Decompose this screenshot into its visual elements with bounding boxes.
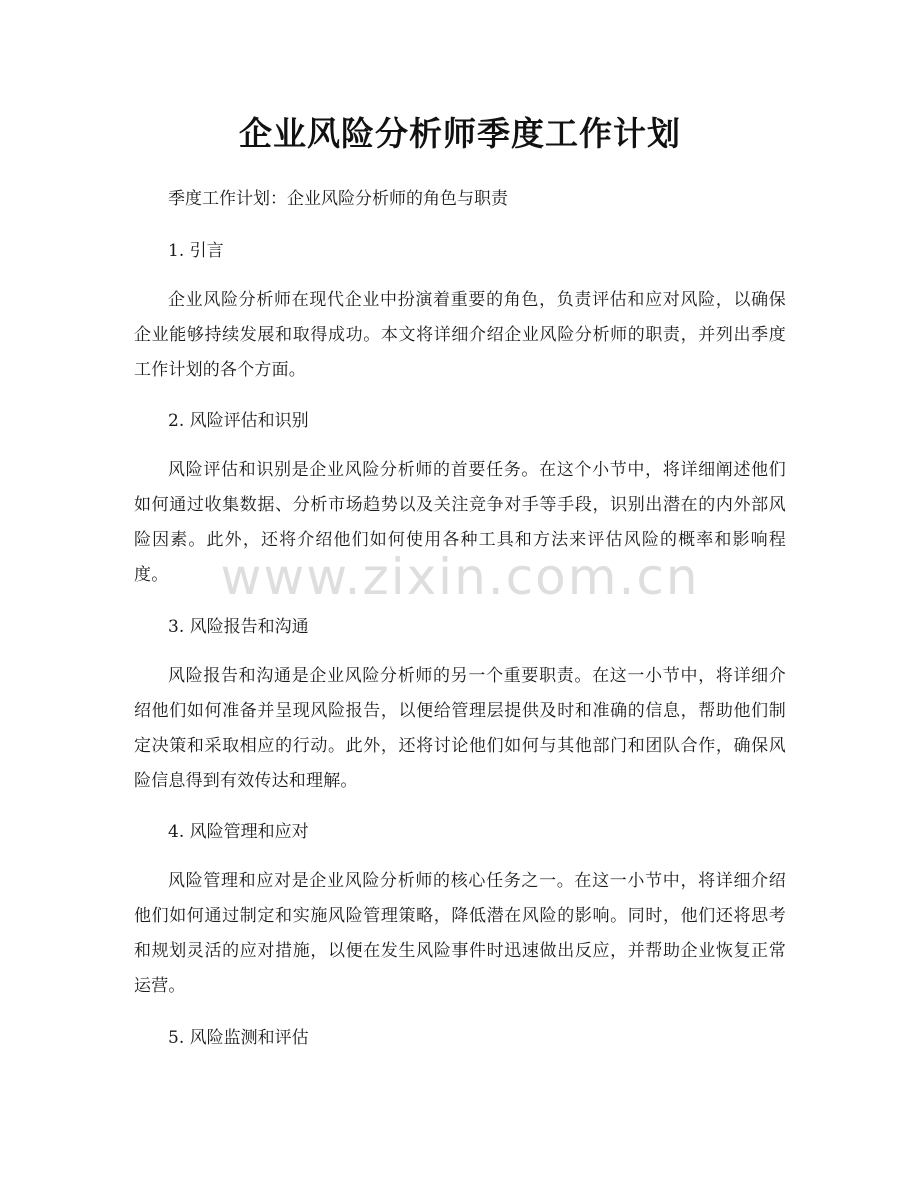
- section-body-3: 风险报告和沟通是企业风险分析师的另一个重要职责。在这一小节中，将详细介绍他们如何准备并呈现风险报告，以便给管理层提供及时和准确的信息，帮助他们制定决策和采取相应的行动。此外，还将讨论他们如何与其他部门和团队合作，确保风险信息得到有效传达和理解。: [134, 666, 786, 791]
- section-heading-3: 3. 风险报告和沟通: [168, 617, 309, 637]
- section-body-1: 企业风险分析师在现代企业中扮演着重要的角色，负责评估和应对风险，以确保企业能够持续发展和取得成功。本文将详细介绍企业风险分析师的职责，并列出季度工作计划的各个方面。: [134, 290, 786, 380]
- document-subtitle: 季度工作计划：企业风险分析师的角色与职责: [168, 189, 508, 209]
- section-heading-5: 5. 风险监测和评估: [168, 1028, 309, 1048]
- watermark: www.zixin.com.cn: [220, 548, 700, 606]
- section-body-2: 风险评估和识别是企业风险分析师的首要任务。在这个小节中，将详细阐述他们如何通过收集数据、分析市场趋势以及关注竞争对手等手段，识别出潜在的内外部风险因素。此外，还将介绍他们如何使用各种工具和方法来评估风险的概率和影响程度。: [134, 460, 786, 585]
- section-heading-2: 2. 风险评估和识别: [168, 411, 309, 431]
- section-body-4: 风险管理和应对是企业风险分析师的核心任务之一。在这一小节中，将详细介绍他们如何通过制定和实施风险管理策略，降低潜在风险的影响。同时，他们还将思考和规划灵活的应对措施，以便在发生风险事件时迅速做出反应，并帮助企业恢复正常运营。: [134, 871, 786, 996]
- section-heading-1: 1. 引言: [168, 241, 224, 261]
- page-title: 企业风险分析师季度工作计划: [239, 114, 681, 153]
- section-heading-4: 4. 风险管理和应对: [168, 822, 309, 842]
